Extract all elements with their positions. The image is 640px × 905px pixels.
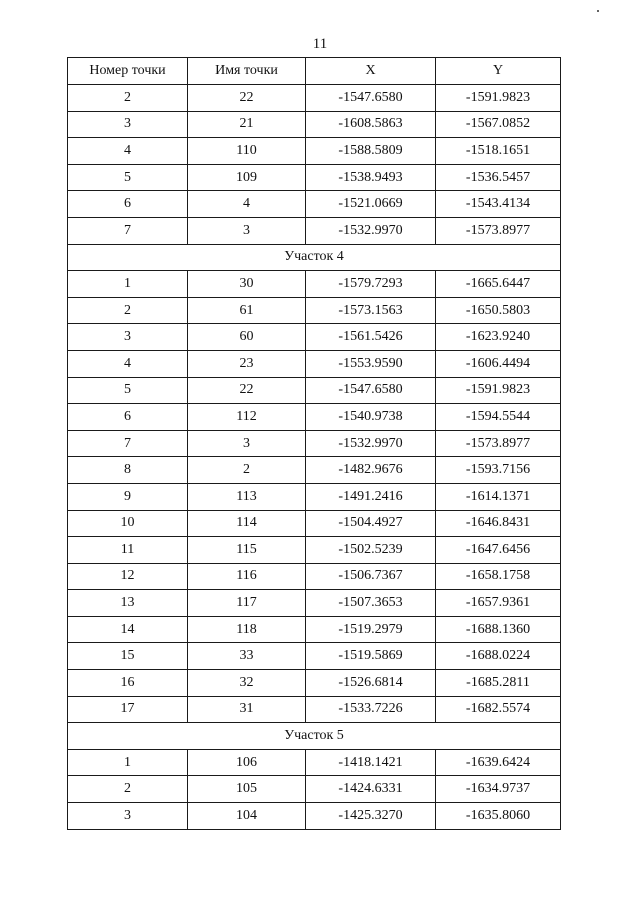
x-coordinate-cell: -1519.5869 — [306, 643, 436, 670]
table-row — [68, 749, 561, 776]
point-name-cell: 22 — [188, 85, 306, 112]
x-coordinate-cell: -1579.7293 — [306, 271, 436, 298]
point-name-cell: 117 — [188, 590, 306, 617]
point-name-cell: 116 — [188, 563, 306, 590]
point-number-cell: 5 — [68, 164, 188, 191]
y-coordinate-cell: -1591.9823 — [436, 377, 561, 404]
point-name-cell: 32 — [188, 670, 306, 697]
point-name-cell: 114 — [188, 510, 306, 537]
y-coordinate-cell: -1682.5574 — [436, 696, 561, 723]
table-row — [68, 430, 561, 457]
point-number-cell: 5 — [68, 377, 188, 404]
x-coordinate-cell: -1532.9970 — [306, 217, 436, 244]
point-name-cell: 105 — [188, 776, 306, 803]
point-number-cell: 7 — [68, 217, 188, 244]
point-name-cell: 21 — [188, 111, 306, 138]
point-name-cell: 31 — [188, 696, 306, 723]
point-name-cell: 104 — [188, 803, 306, 830]
header-y: Y — [436, 58, 561, 85]
x-coordinate-cell: -1533.7226 — [306, 696, 436, 723]
point-name-cell: 30 — [188, 271, 306, 298]
y-coordinate-cell: -1594.5544 — [436, 404, 561, 431]
point-number-cell: 6 — [68, 191, 188, 218]
table-row — [68, 563, 561, 590]
y-coordinate-cell: -1573.8977 — [436, 430, 561, 457]
point-number-cell: 6 — [68, 404, 188, 431]
point-number-cell: 14 — [68, 616, 188, 643]
coordinates-table — [67, 57, 561, 830]
y-coordinate-cell: -1614.1371 — [436, 483, 561, 510]
x-coordinate-cell: -1553.9590 — [306, 350, 436, 377]
y-coordinate-cell: -1650.5803 — [436, 297, 561, 324]
table-row — [68, 643, 561, 670]
point-number-cell: 8 — [68, 457, 188, 484]
table-row — [68, 537, 561, 564]
y-coordinate-cell: -1688.1360 — [436, 616, 561, 643]
x-coordinate-cell: -1482.9676 — [306, 457, 436, 484]
y-coordinate-cell: -1543.4134 — [436, 191, 561, 218]
table-row — [68, 217, 561, 244]
point-name-cell: 61 — [188, 297, 306, 324]
point-number-cell: 17 — [68, 696, 188, 723]
point-name-cell: 33 — [188, 643, 306, 670]
point-name-cell: 3 — [188, 430, 306, 457]
point-number-cell: 1 — [68, 271, 188, 298]
point-number-cell: 3 — [68, 111, 188, 138]
x-coordinate-cell: -1538.9493 — [306, 164, 436, 191]
x-coordinate-cell: -1502.5239 — [306, 537, 436, 564]
table-row — [68, 670, 561, 697]
header-point-name: Имя точки — [188, 58, 306, 85]
x-coordinate-cell: -1561.5426 — [306, 324, 436, 351]
table-row — [68, 510, 561, 537]
y-coordinate-cell: -1606.4494 — [436, 350, 561, 377]
scan-speck — [597, 10, 599, 12]
section-row — [68, 723, 561, 750]
y-coordinate-cell: -1647.6456 — [436, 537, 561, 564]
point-number-cell: 16 — [68, 670, 188, 697]
point-name-cell: 106 — [188, 749, 306, 776]
point-number-cell: 10 — [68, 510, 188, 537]
y-coordinate-cell: -1657.9361 — [436, 590, 561, 617]
point-number-cell: 4 — [68, 138, 188, 165]
point-number-cell: 15 — [68, 643, 188, 670]
point-number-cell: 9 — [68, 483, 188, 510]
x-coordinate-cell: -1532.9970 — [306, 430, 436, 457]
y-coordinate-cell: -1688.0224 — [436, 643, 561, 670]
point-number-cell: 1 — [68, 749, 188, 776]
table-row — [68, 404, 561, 431]
table-row — [68, 164, 561, 191]
point-number-cell: 2 — [68, 297, 188, 324]
point-name-cell: 115 — [188, 537, 306, 564]
table-row — [68, 696, 561, 723]
y-coordinate-cell: -1685.2811 — [436, 670, 561, 697]
table-row — [68, 776, 561, 803]
point-name-cell: 118 — [188, 616, 306, 643]
point-number-cell: 4 — [68, 350, 188, 377]
table-row — [68, 297, 561, 324]
table-row — [68, 191, 561, 218]
table-row — [68, 111, 561, 138]
y-coordinate-cell: -1658.1758 — [436, 563, 561, 590]
y-coordinate-cell: -1567.0852 — [436, 111, 561, 138]
section-row — [68, 244, 561, 271]
x-coordinate-cell: -1519.2979 — [306, 616, 436, 643]
point-name-cell: 113 — [188, 483, 306, 510]
x-coordinate-cell: -1547.6580 — [306, 85, 436, 112]
point-number-cell: 2 — [68, 776, 188, 803]
header-point-number: Номер точки — [68, 58, 188, 85]
section-title: Участок 4 — [68, 244, 561, 271]
table-row — [68, 85, 561, 112]
point-number-cell: 7 — [68, 430, 188, 457]
x-coordinate-cell: -1521.0669 — [306, 191, 436, 218]
header-x: X — [306, 58, 436, 85]
point-number-cell: 13 — [68, 590, 188, 617]
y-coordinate-cell: -1573.8977 — [436, 217, 561, 244]
y-coordinate-cell: -1665.6447 — [436, 271, 561, 298]
table-body — [68, 85, 561, 830]
point-name-cell: 110 — [188, 138, 306, 165]
y-coordinate-cell: -1634.9737 — [436, 776, 561, 803]
table-row — [68, 271, 561, 298]
x-coordinate-cell: -1506.7367 — [306, 563, 436, 590]
x-coordinate-cell: -1547.6580 — [306, 377, 436, 404]
point-name-cell: 2 — [188, 457, 306, 484]
x-coordinate-cell: -1507.3653 — [306, 590, 436, 617]
x-coordinate-cell: -1540.9738 — [306, 404, 436, 431]
x-coordinate-cell: -1425.3270 — [306, 803, 436, 830]
x-coordinate-cell: -1526.6814 — [306, 670, 436, 697]
y-coordinate-cell: -1593.7156 — [436, 457, 561, 484]
y-coordinate-cell: -1635.8060 — [436, 803, 561, 830]
y-coordinate-cell: -1639.6424 — [436, 749, 561, 776]
y-coordinate-cell: -1623.9240 — [436, 324, 561, 351]
point-number-cell: 11 — [68, 537, 188, 564]
section-title: Участок 5 — [68, 723, 561, 750]
table-row — [68, 590, 561, 617]
table-row — [68, 616, 561, 643]
point-name-cell: 109 — [188, 164, 306, 191]
point-name-cell: 3 — [188, 217, 306, 244]
y-coordinate-cell: -1536.5457 — [436, 164, 561, 191]
table-row — [68, 324, 561, 351]
point-name-cell: 112 — [188, 404, 306, 431]
table-row — [68, 457, 561, 484]
page-number: 11 — [312, 36, 328, 52]
header-row — [68, 58, 561, 85]
y-coordinate-cell: -1518.1651 — [436, 138, 561, 165]
point-name-cell: 4 — [188, 191, 306, 218]
table-row — [68, 483, 561, 510]
x-coordinate-cell: -1608.5863 — [306, 111, 436, 138]
point-number-cell: 12 — [68, 563, 188, 590]
table-row — [68, 377, 561, 404]
point-number-cell: 2 — [68, 85, 188, 112]
x-coordinate-cell: -1588.5809 — [306, 138, 436, 165]
point-number-cell: 3 — [68, 803, 188, 830]
table-row — [68, 138, 561, 165]
x-coordinate-cell: -1424.6331 — [306, 776, 436, 803]
table-row — [68, 803, 561, 830]
point-name-cell: 23 — [188, 350, 306, 377]
x-coordinate-cell: -1418.1421 — [306, 749, 436, 776]
point-number-cell: 3 — [68, 324, 188, 351]
point-name-cell: 22 — [188, 377, 306, 404]
y-coordinate-cell: -1591.9823 — [436, 85, 561, 112]
table-header — [68, 58, 561, 85]
x-coordinate-cell: -1491.2416 — [306, 483, 436, 510]
x-coordinate-cell: -1573.1563 — [306, 297, 436, 324]
x-coordinate-cell: -1504.4927 — [306, 510, 436, 537]
point-name-cell: 60 — [188, 324, 306, 351]
table-row — [68, 350, 561, 377]
y-coordinate-cell: -1646.8431 — [436, 510, 561, 537]
